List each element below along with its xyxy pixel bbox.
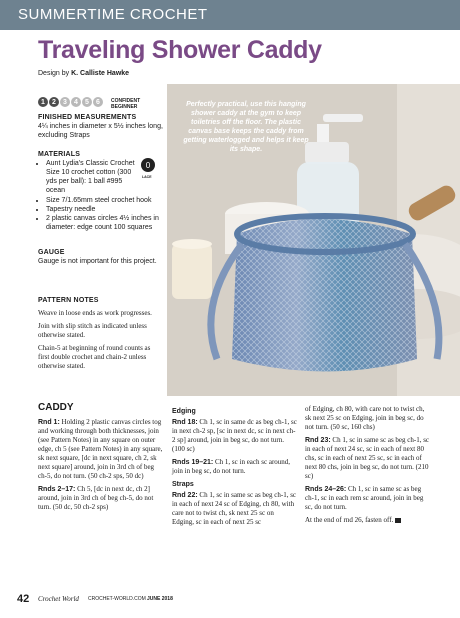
instructions-column-1 bbox=[38, 418, 163, 516]
page-number: 42 bbox=[17, 593, 30, 605]
round-text: of Edging, ch 80, with care not to twist ch, sk next 25 sc on Edging, join in beg sc, do not turn. (50 sc, 160 chs) bbox=[305, 405, 425, 431]
round-text: Ch 1, sc in same dc as beg ch-1, sc in next ch-2 sp, [sc in next dc, sc in next ch-2 sp] around, join in beg sc, do not turn. (100 sc) bbox=[172, 418, 297, 453]
yarn-weight-icon: 0 bbox=[141, 158, 155, 172]
instruction-round bbox=[172, 418, 297, 454]
finished-measurements bbox=[38, 113, 163, 140]
designer-credit bbox=[38, 70, 129, 77]
skill-dot-6: 6 bbox=[93, 97, 103, 107]
instruction-round bbox=[305, 485, 430, 512]
finished-text: 4¼ inches in diameter x 5½ inches long, excluding Straps bbox=[38, 123, 163, 139]
instruction-round bbox=[305, 436, 430, 481]
photo-caption: Perfectly practical, use this hanging shower caddy at the gym to keep toiletries off the floor. The plastic canvas base keeps the caddy from getting waterlogged and helps it keep its shape. bbox=[183, 101, 309, 153]
round-label: Rnds 24–26: bbox=[305, 486, 347, 493]
round-text: Ch 1, sc in same sc as beg ch-1, sc in each of next 24 sc of Edging, ch 80, with care not to twist ch, sk next 25 sc on Edging, sc in each of next 25 sc bbox=[172, 491, 297, 526]
page-footer bbox=[0, 588, 460, 618]
skill-dot-4: 4 bbox=[71, 97, 81, 107]
skill-level-line2: BEGINNER bbox=[111, 104, 138, 110]
skill-level-line1: CONFIDENT bbox=[111, 98, 141, 104]
materials-list-cont bbox=[38, 196, 163, 232]
materials-list bbox=[38, 159, 138, 195]
caddy-heading: CADDY bbox=[38, 402, 74, 413]
materials-item: • 2 plastic canvas circles 4½ inches in diameter: edge count 100 squares bbox=[46, 214, 163, 232]
edging-heading: Edging bbox=[172, 408, 196, 415]
round-label: Rnds 2–17: bbox=[38, 486, 76, 493]
pattern-note: Weave in loose ends as work progresses. bbox=[38, 309, 152, 317]
pattern-note: Chain-5 at beginning of round counts as first double crochet and chain-2 unless otherwise stated. bbox=[38, 344, 151, 370]
instruction-round bbox=[38, 485, 163, 512]
skill-level-dots bbox=[38, 97, 103, 107]
instruction-round bbox=[172, 458, 297, 476]
materials-section-cont bbox=[38, 196, 163, 232]
instruction-round bbox=[305, 516, 430, 525]
skill-dot-1: 1 bbox=[38, 97, 48, 107]
gauge-section bbox=[38, 248, 163, 266]
page-title: Traveling Shower Caddy bbox=[38, 36, 322, 64]
round-label: Rnds 19–21: bbox=[172, 459, 214, 466]
round-label: Rnd 23: bbox=[305, 437, 331, 444]
issue-date: JUNE 2018 bbox=[147, 596, 173, 602]
round-text: Ch 1, sc in same sc as beg ch-1, sc in each of next 24 sc, sc in each of next 80 chs, sc in each of next 25 sc, sc in each of next 80 chs, join in beg sc, do not turn. (210 sc) bbox=[305, 436, 430, 480]
straps-heading: Straps bbox=[172, 481, 194, 488]
round-label: Rnd 18: bbox=[172, 419, 198, 426]
skill-level-label bbox=[111, 98, 140, 110]
instruction-round bbox=[38, 418, 163, 481]
materials-item: • Size 7/1.65mm steel crochet hook bbox=[46, 196, 163, 205]
round-label: Rnd 22: bbox=[172, 492, 198, 499]
round-label: Rnd 1: bbox=[38, 419, 60, 426]
magazine-name: Crochet World bbox=[38, 595, 79, 603]
pattern-note: Join with slip stitch as indicated unless otherwise stated. bbox=[38, 322, 147, 339]
yarn-weight-label: LACE bbox=[142, 175, 152, 179]
finished-heading: FINISHED MEASUREMENTS bbox=[38, 114, 137, 121]
instructions-column-2 bbox=[172, 405, 297, 531]
end-mark-icon bbox=[395, 518, 401, 523]
round-text: Holding 2 plastic canvas circles tog and working through both thicknesses, join (see Pattern Notes) in any square on outer edge, ch 5 (see Pattern Notes) in any square, sk next square, [dc in next square, ch 2, sk next square] around, join in 3rd ch of beg ch-5, do not turn. (50 ch-2 sps, 50 dc) bbox=[38, 418, 163, 480]
instruction-round bbox=[305, 405, 430, 432]
instructions-column-3 bbox=[305, 405, 430, 529]
website: CROCHET-WORLD.COM bbox=[88, 596, 146, 602]
designer-name: K. Calliste Hawke bbox=[71, 70, 130, 77]
product-photo bbox=[167, 84, 460, 396]
gauge-text: Gauge is not important for this project. bbox=[38, 258, 157, 265]
section-banner bbox=[0, 0, 460, 30]
materials-heading: MATERIALS bbox=[38, 151, 81, 158]
materials-item: • Aunt Lydia's Classic Crochet Size 10 crochet cotton (300 yds per ball): 1 ball #995 ocean bbox=[46, 159, 138, 195]
pattern-notes bbox=[38, 296, 163, 371]
design-prefix: Design by bbox=[38, 70, 72, 77]
materials-section bbox=[38, 150, 138, 195]
skill-dot-5: 5 bbox=[82, 97, 92, 107]
skill-dot-3: 3 bbox=[60, 97, 70, 107]
instruction-round bbox=[172, 491, 297, 527]
round-text: Ch 1, sc in each sc around, join in beg sc, do not turn. bbox=[172, 458, 291, 475]
round-text: At the end of rnd 26, fasten off. bbox=[305, 516, 394, 524]
round-text: Ch 1, sc in same sc as beg ch-1, sc in each rem sc around, join in beg sc, do not turn. bbox=[305, 485, 424, 511]
skill-dot-2: 2 bbox=[49, 97, 59, 107]
round-text: Ch 5, [dc in next dc, ch 2] around, join in 3rd ch of beg ch-5, do not turn. (50 dc, 50 ch-2 sps) bbox=[38, 485, 154, 511]
materials-item: • Tapestry needle bbox=[46, 205, 163, 214]
section-label: SUMMERTIME CROCHET bbox=[18, 6, 208, 23]
gauge-heading: GAUGE bbox=[38, 249, 65, 256]
pattern-notes-heading: PATTERN NOTES bbox=[38, 297, 99, 304]
